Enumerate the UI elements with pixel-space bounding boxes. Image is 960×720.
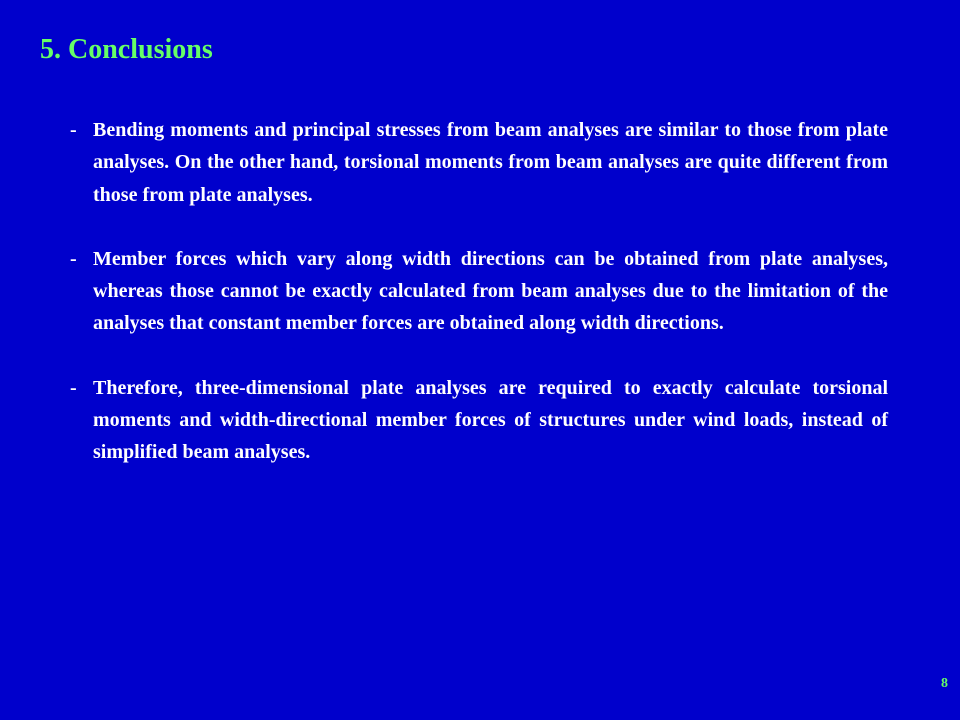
bullet-marker: - bbox=[70, 119, 77, 141]
bullet-text: Member forces which vary along width directions can be obtained from plate analyses, whereas those cannot be exactly calculated from beam analyses due to the limitation of the analyses that constant member forces are obtained along width directions. bbox=[93, 247, 888, 335]
bullet-text: Therefore, three-dimensional plate analyses are required to exactly calculate torsional moments and width-directional member forces of structures under wind loads, instead of simplified beam analyses. bbox=[93, 376, 888, 464]
bullet-item bbox=[70, 114, 888, 211]
bullet-marker: - bbox=[70, 376, 77, 399]
conclusions-list bbox=[70, 114, 888, 501]
bullet-marker: - bbox=[70, 247, 77, 270]
bullet-item bbox=[70, 243, 888, 340]
bullet-text: Bending moments and principal stresses from beam analyses are similar to those from plate analyses. On the other hand, torsional moments from beam analyses are quite different from those from plate analyses. bbox=[93, 119, 888, 206]
bullet-item bbox=[70, 372, 888, 469]
page-number: 8 bbox=[941, 676, 948, 691]
slide-title: 5. Conclusions bbox=[40, 34, 213, 65]
